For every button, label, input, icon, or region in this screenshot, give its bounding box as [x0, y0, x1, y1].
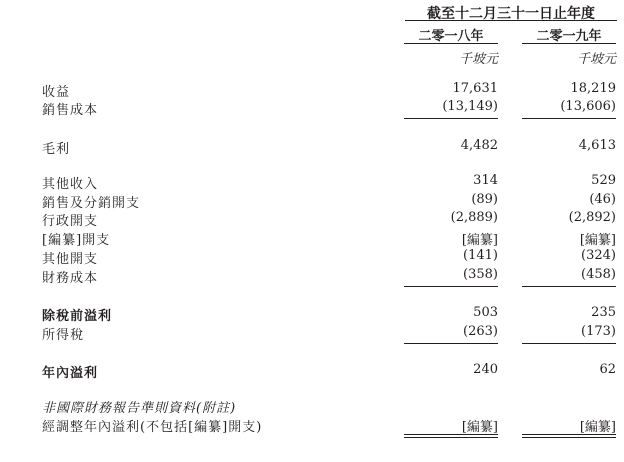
column-year-divider — [404, 43, 498, 44]
subtotal-rule — [404, 343, 498, 344]
row-label-income-tax: 所得稅 — [42, 328, 85, 343]
header-divider — [405, 20, 617, 21]
subtotal-rule — [404, 286, 498, 287]
row-label-adjusted-profit: 經調整年內溢利(不包括[編纂]開支) — [42, 420, 263, 435]
row-label-selling-distribution: 銷售及分銷開支 — [42, 196, 141, 211]
value-gross-profit-2018: 4,482 — [460, 138, 498, 153]
subtotal-rule — [404, 118, 498, 119]
value-adjusted-profit-2019: [編纂] — [579, 420, 616, 435]
value-revenue-2019: 18,219 — [570, 81, 616, 96]
value-profit-for-year-2018: 240 — [473, 362, 498, 377]
value-cost-of-sales-2018: (13,149) — [442, 99, 498, 114]
subtotal-rule — [522, 343, 616, 344]
value-admin-expenses-2019: (2,892) — [568, 210, 616, 225]
row-label-gross-profit: 毛利 — [42, 142, 71, 157]
subtotal-rule — [522, 118, 616, 119]
value-profit-for-year-2019: 62 — [599, 362, 616, 377]
value-finance-costs-2018: (358) — [463, 267, 498, 282]
value-income-tax-2019: (173) — [581, 324, 616, 339]
total-double-rule — [522, 434, 616, 438]
value-other-income-2018: 314 — [473, 173, 498, 188]
row-label-revenue: 收益 — [42, 85, 71, 100]
row-label-other-income: 其他收入 — [42, 177, 99, 192]
column-unit: 千坡元 — [458, 52, 498, 67]
column-unit: 千坡元 — [576, 52, 616, 67]
column-year-divider — [522, 43, 616, 44]
value-redacted-expenses-2018: [編纂] — [461, 233, 498, 248]
value-other-income-2019: 529 — [591, 173, 616, 188]
row-label-other-expenses: 其他開支 — [42, 252, 99, 267]
value-finance-costs-2019: (458) — [581, 267, 616, 282]
value-other-expenses-2019: (324) — [581, 248, 616, 263]
value-selling-distribution-2018: (89) — [471, 192, 498, 207]
column-year-2019: 二零一九年 — [536, 29, 602, 44]
row-label-cost-of-sales: 銷售成本 — [42, 103, 99, 118]
value-profit-before-tax-2018: 503 — [473, 305, 498, 320]
non-ifrs-heading: 非國際財務報告準則資料(附註) — [42, 401, 237, 416]
value-selling-distribution-2019: (46) — [589, 192, 616, 207]
value-other-expenses-2018: (141) — [463, 248, 498, 263]
column-year-2018: 二零一八年 — [418, 29, 484, 44]
total-double-rule — [404, 434, 498, 438]
row-label-redacted-expenses: [編纂]開支 — [42, 233, 111, 248]
value-profit-before-tax-2019: 235 — [591, 305, 616, 320]
subtotal-rule — [522, 286, 616, 287]
period-header: 截至十二月三十一日止年度 — [427, 6, 595, 22]
row-label-finance-costs: 財務成本 — [42, 271, 99, 286]
value-adjusted-profit-2018: [編纂] — [461, 420, 498, 435]
row-label-profit-for-year: 年內溢利 — [42, 366, 99, 381]
value-admin-expenses-2018: (2,889) — [450, 210, 498, 225]
value-redacted-expenses-2019: [編纂] — [579, 233, 616, 248]
value-income-tax-2018: (263) — [463, 324, 498, 339]
value-revenue-2018: 17,631 — [452, 81, 498, 96]
row-label-profit-before-tax: 除稅前溢利 — [42, 309, 113, 324]
value-cost-of-sales-2019: (13,606) — [560, 99, 616, 114]
value-gross-profit-2019: 4,613 — [578, 138, 616, 153]
row-label-admin-expenses: 行政開支 — [42, 214, 99, 229]
